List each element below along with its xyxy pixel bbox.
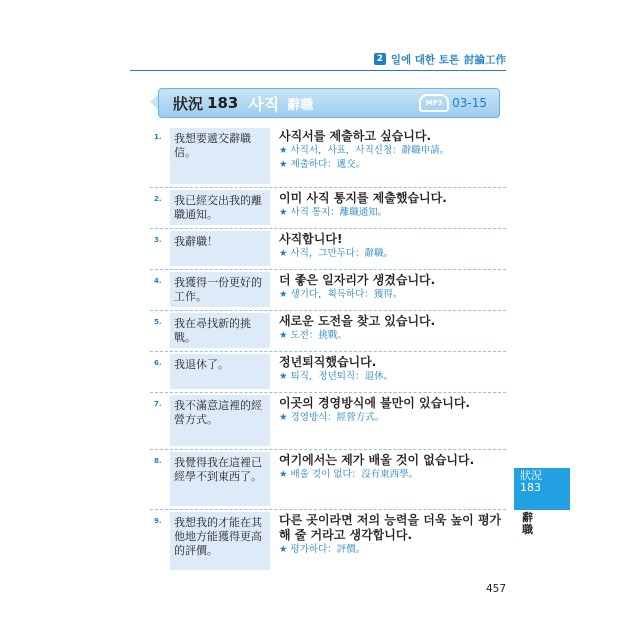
item-number: 5. [154,318,162,326]
item-number: 1. [154,133,162,141]
list-item [150,310,506,352]
banner-title-zh: 辭職 [287,97,314,113]
korean-sentence: 새로운 도전을 찾고 있습니다. [279,314,436,328]
item-number: 4. [154,277,162,285]
vocab-note: ★ 배울 것이 없다：沒有東西學。 [279,469,419,480]
korean-sentence: 여기에서는 제가 배울 것이 없습니다. [279,453,475,467]
korean-sentence: 사직서를 제출하고 싶습니다. [279,129,432,143]
header-divider [130,70,506,71]
list-item [150,125,506,188]
list-item [150,228,506,270]
list-item [150,392,506,450]
item-number: 3. [154,236,162,244]
chinese-sentence: 我不滿意這裡的經營方式。 [170,395,270,446]
chinese-sentence: 我已經交出我的離職通知。 [170,190,270,225]
chinese-sentence: 我退休了。 [170,354,270,389]
vocab-note: ★ 경영방식：經營方式。 [279,412,385,423]
side-tab-number: 183 [520,481,541,494]
korean-sentence: 정년퇴직했습니다. [279,355,377,369]
chapter-title-ko: 일에 대한 토론 [390,53,459,66]
korean-sentence: 더 좋은 일자리가 생겼습니다. [279,273,436,287]
vocab-note: ★ 퇴직，정년퇴직：退休。 [279,371,394,382]
chapter-number-badge: 2 [374,53,386,65]
chinese-sentence: 我辭職！ [170,231,270,266]
item-number: 9. [154,517,162,525]
chinese-sentence: 我在尋找新的挑戰。 [170,313,270,348]
banner-label: 狀況 [173,94,204,113]
vocab-note: ★ 평가하다：評價。 [279,544,366,555]
vocab-note: ★ 도전：挑戰。 [279,330,347,341]
side-tab-subtitle: 辭職 [522,511,533,536]
korean-sentence: 사직합니다! [279,232,343,246]
headphones-icon: MP3 [419,94,449,112]
chapter-title-zh: 討論工作 [464,53,506,66]
audio-track [419,94,487,112]
chapter-header [130,50,506,68]
list-item [150,351,506,393]
korean-sentence: 다른 곳이라면 저의 능력을 더욱 높이 평가해 줄 거라고 생각합니다. [279,513,502,542]
vocab-note: ★ 제출하다：遞交。 [279,159,366,170]
side-tab-label: 狀況 [520,469,542,482]
list-item [150,449,506,510]
track-number: 03-15 [452,96,487,110]
vocab-note: ★ 생기다，획득하다：獲得。 [279,289,403,300]
item-number: 8. [154,457,162,465]
vocab-note: ★ 사직서，사표，사직신청：辭職申請。 [279,145,450,156]
chinese-sentence: 我想我的才能在其他地方能獲得更高的評價。 [170,512,270,570]
vocab-note: ★ 사직，그만두다：辭職。 [279,248,394,259]
chinese-sentence: 我覺得我在這裡已經學不到東西了。 [170,452,270,506]
item-number: 6. [154,359,162,367]
side-tab [514,468,570,510]
list-item [150,509,506,573]
chinese-sentence: 我想要遞交辭職信。 [170,128,270,184]
banner-number: 183 [207,94,239,112]
page-number: 457 [486,583,507,595]
banner-title-ko: 사직 [248,94,280,114]
korean-sentence: 이미 사직 통지를 제출했습니다. [279,191,447,205]
chinese-sentence: 我獲得一份更好的工作。 [170,272,270,307]
vocab-note: ★ 사직 통지：離職通知。 [279,207,388,218]
item-number: 2. [154,195,162,203]
list-item [150,187,506,229]
korean-sentence: 이곳의 경영방식에 불만이 있습니다. [279,396,470,410]
list-item [150,269,506,311]
item-number: 7. [154,400,162,408]
situation-banner [158,88,500,118]
